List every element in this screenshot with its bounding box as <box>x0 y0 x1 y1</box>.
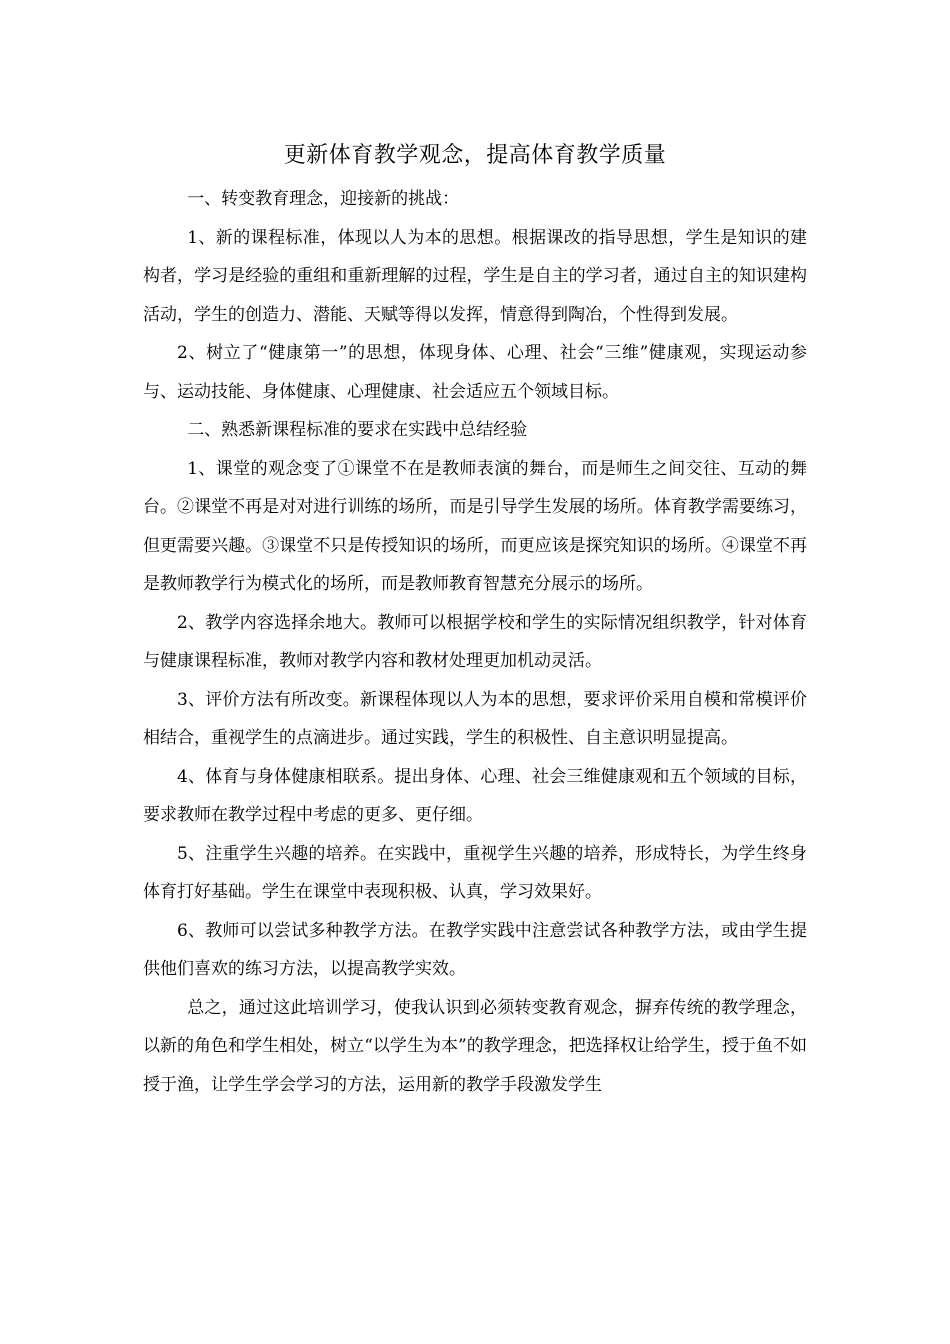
paragraph-2-2: 2、教学内容选择余地大。教师可以根据学校和学生的实际情况组织教学，针对体育与健康课程标准，教师对教学内容和教材处理更加机动灵活。 <box>143 612 807 671</box>
paragraph-1-1: 1、新的课程标准，体现以人为本的思想。根据课改的指导思想，学生是知识的建构者，学习是经验的重组和重新理解的过程，学生是自主的学习者，通过自主的知识建构活动，学生的创造力、潜能、天赋等得以发挥，情意得到陶冶，个性得到发展。 <box>143 227 807 325</box>
paragraph-1-2: 2、树立了“健康第一”的思想，体现身体、心理、社会“三维”健康观，实现运动参与、运动技能、身体健康、心理健康、社会适应五个领域目标。 <box>143 343 807 402</box>
paragraph-2-6: 6、教师可以尝试多种教学方法。在教学实践中注意尝试各种教学方法，或由学生提供他们喜欢的练习方法，以提高教学实效。 <box>143 920 807 979</box>
paragraph-2-4: 4、体育与身体健康相联系。提出身体、心理、社会三维健康观和五个领域的目标，要求教师在教学过程中考虑的更多、更仔细。 <box>143 766 807 825</box>
section-heading-2: 二、熟悉新课程标准的要求在实践中总结经验 <box>187 420 528 440</box>
paragraph-2-3: 3、评价方法有所改变。新课程体现以人为本的思想，要求评价采用自模和常模评价相结合，重视学生的点滴进步。通过实践，学生的积极性、自主意识明显提高。 <box>143 689 807 748</box>
conclusion-paragraph: 总之，通过这此培训学习，使我认识到必须转变教育观念，摒弃传统的教学理念，以新的角色和学生相处，树立“以学生为本”的教学理念，把选择权让给学生，授于鱼不如授于渔，让学生学会学习的方法，运用新的教学手段激发学生 <box>143 997 807 1095</box>
document-title: 更新体育教学观念，提高体育教学质量 <box>283 143 667 168</box>
paragraph-2-1: 1、课堂的观念变了①课堂不在是教师表演的舞台，而是师生之间交往、互动的舞台。②课堂不再是对对进行训练的场所，而是引导学生发展的场所。体育教学需要练习，但更需要兴趣。③课堂不只是传授知识的场所，而更应该是探究知识的场所。④课堂不再是教师教学行为模式化的场所，而是教师教育智慧充分展示的场所。 <box>143 458 807 594</box>
section-heading-1: 一、转变教育理念，迎接新的挑战： <box>187 189 460 209</box>
paragraph-2-5: 5、注重学生兴趣的培养。在实践中，重视学生兴趣的培养，形成特长，为学生终身体育打好基础。学生在课堂中表现积极、认真，学习效果好。 <box>143 843 807 902</box>
